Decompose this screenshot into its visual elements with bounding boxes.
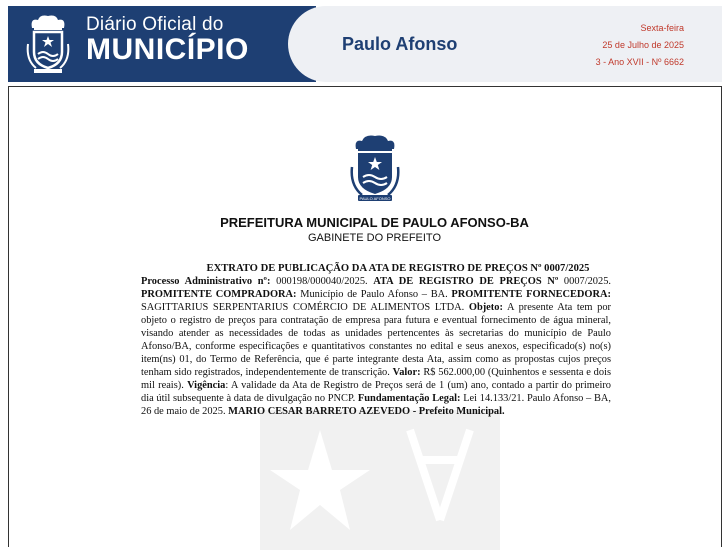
prefeitura-title: PREFEITURA MUNICIPAL DE PAULO AFONSO-BA — [220, 215, 529, 230]
valor-label: Valor: — [392, 367, 421, 378]
header-brand-panel — [8, 6, 316, 82]
signatory: MARIO CESAR BARRETO AZEVEDO - Prefeito Municipal. — [228, 406, 505, 417]
processo-label: Processo Administrativo nº: — [141, 276, 271, 287]
weekday: Sexta-feira — [640, 23, 684, 33]
objeto-value: A presente Ata tem por objeto o registro de preços para contratação de empresa para futura e eventual fornecimento de água mineral, visando atender as necessidades de todas as unidades pertencentes às secretarias do município de Paulo Afonso/BA, conforme especificações e quantitativos constantes no edital e seus anexos, especificado(s) no(s) item(ns) 01, do Termo de Referência, que é parte integrante desta Ata, assim como as propostas cujos preços tenham sido registrados, independentemente de transcrição. — [141, 302, 611, 378]
ata-value: 0007/2025. — [558, 276, 611, 287]
brand-main-text: MUNICÍPIO — [86, 33, 249, 66]
prefeitura-crest-icon — [348, 133, 402, 203]
gazette-header — [8, 6, 722, 82]
publication-date: 25 de Julho de 2025 — [602, 40, 684, 50]
promitente-fornecedora-value: SAGITTARIUS SERPENTARIUS COMÉRCIO DE ALIMENTOS LTDA. — [141, 302, 469, 313]
vigencia-label: Vigência — [187, 380, 226, 391]
promitente-compradora-label: PROMITENTE COMPRADORA: — [141, 289, 297, 300]
gabinete-subtitle: GABINETE DO PREFEITO — [307, 232, 442, 244]
ata-label: ATA DE REGISTRO DE PREÇOS Nº — [373, 276, 559, 287]
fundamentacao-label: Fundamentação Legal: — [357, 393, 461, 404]
processo-value: 000198/000040/2025. — [270, 276, 374, 287]
municipal-crest-icon — [26, 14, 70, 74]
extract-paragraph — [141, 275, 611, 418]
extract-body — [141, 262, 611, 418]
promitente-fornecedora-label: PROMITENTE FORNECEDORA: — [451, 289, 611, 300]
vigencia-value: : A validade da Ata de Registro de Preços será de 1 (um) ano, contado a partir do primeiro dia útil subsequente à data de divulgação no PNCP. — [141, 380, 611, 404]
fundamentacao-value: Lei 14.133/21. Paulo Afonso – BA, 26 de maio de 2025. — [141, 393, 611, 417]
crest-motto: PAULO AFONSO — [359, 196, 391, 201]
promitente-compradora-value: Município de Paulo Afonso – BA. — [296, 289, 452, 300]
extract-title: EXTRATO DE PUBLICAÇÃO DA ATA DE REGISTRO DE PREÇOS Nº 0007/2025 — [206, 263, 590, 274]
valor-value: R$ 562.000,00 (Quinhentos e sessenta e dois mil reais). — [141, 367, 611, 391]
city-name: Paulo Afonso — [342, 34, 458, 54]
edition-number: 3 - Ano XVII - Nº 6662 — [595, 57, 684, 67]
brand-top-text: Diário Oficial do — [86, 14, 224, 35]
objeto-label: Objeto: — [468, 302, 503, 313]
